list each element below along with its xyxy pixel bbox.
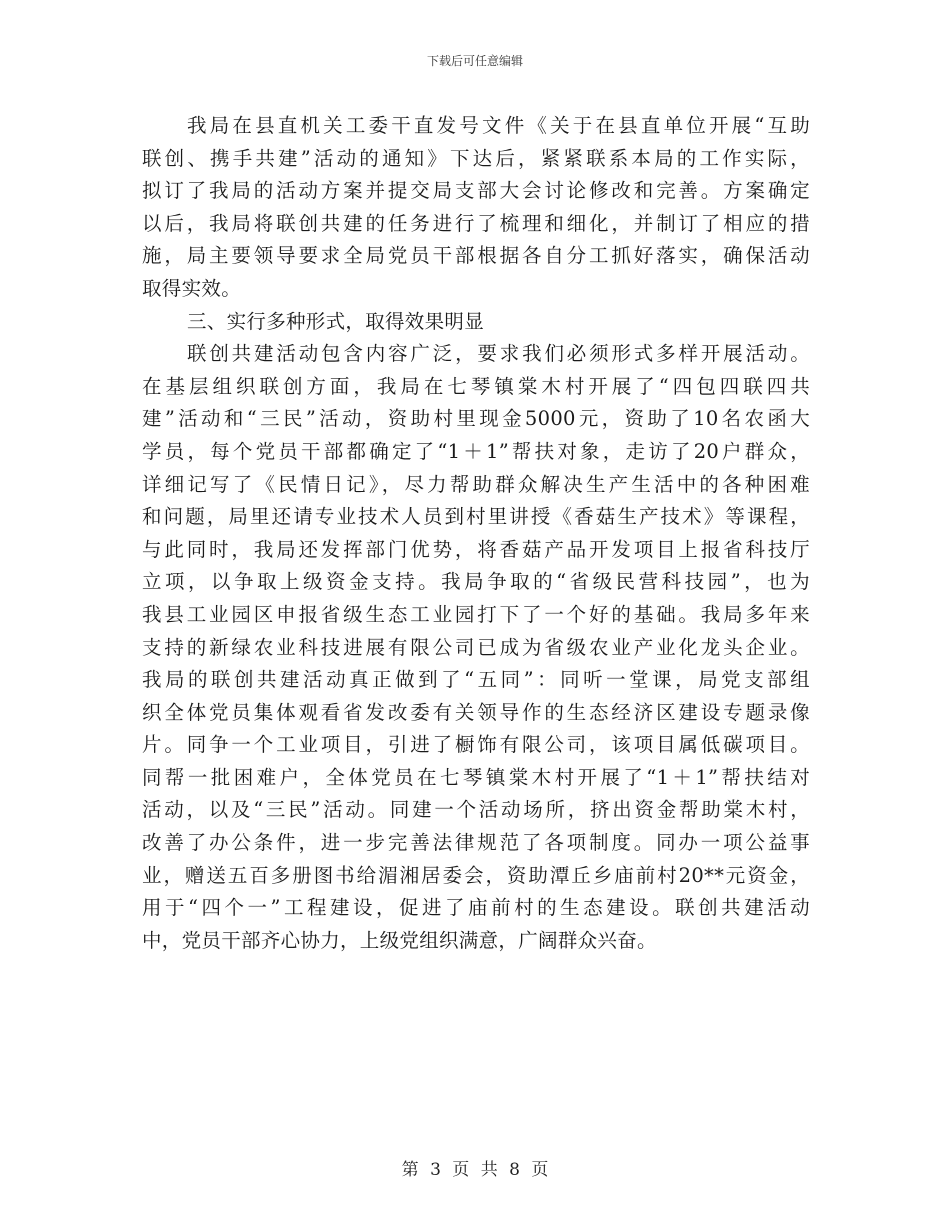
text-line: 片。同争一个工业项目，引进了橱饰有限公司，该项目属低碳项目。 <box>142 733 810 757</box>
text-line: 施，局主要领导要求全局党员干部根据各自分工抓好落实，确保活动 <box>142 244 810 268</box>
text-line: 业，赠送五百多册图书给湄湘居委会，资助潭丘乡庙前村20**元资金， <box>142 863 810 887</box>
text-line: 和问题，局里还请专业技术人员到村里讲授《香菇生产技术》等课程， <box>142 505 810 529</box>
text-line: 我县工业园区申报省级生态工业园打下了一个好的基础。我局多年来 <box>142 602 810 626</box>
text-line: 取得实效。 <box>142 276 242 300</box>
page-footer: 第 3 页 共 8 页 <box>401 1160 549 1180</box>
text-line: 详细记写了《民情日记》，尽力帮助群众解决生产生活中的各种困难 <box>142 472 810 496</box>
text-line: 同帮一批困难户，全体党员在七琴镇棠木村开展了“1＋1”帮扶结对 <box>142 765 810 789</box>
document-body <box>142 110 810 957</box>
text-line: 我局在县直机关工委干直发号文件《关于在县直单位开展“互助 <box>187 114 810 137</box>
text-line: 学员，每个党员干部都确定了“1＋1”帮扶对象，走访了20户群众， <box>142 439 810 463</box>
text-line: 改善了办公条件，进一步完善法律规范了各项制度。同办一项公益事 <box>142 831 810 855</box>
text-line: 用于“四个一”工程建设，促进了庙前村的生态建设。联创共建活动 <box>142 896 810 920</box>
text-line: 织全体党员集体观看省发改委有关领导作的生态经济区建设专题录像 <box>142 700 810 724</box>
text-line: 与此同时，我局还发挥部门优势，将香菇产品开发项目上报省科技厅 <box>142 537 810 561</box>
text-line: 我局的联创共建活动真正做到了“五同”：同听一堂课，局党支部组 <box>142 668 810 692</box>
text-line: 联创共建活动包含内容广泛，要求我们必须形式多样开展活动。 <box>187 342 810 366</box>
text-line: 建”活动和“三民”活动，资助村里现金5000元，资助了10名农函大 <box>142 407 810 431</box>
text-line: 活动，以及“三民”活动。同建一个活动场所，挤出资金帮助棠木村， <box>142 798 810 822</box>
text-line: 支持的新绿农业科技进展有限公司已成为省级农业产业化龙头企业。 <box>142 635 810 659</box>
text-line: 三、实行多种形式，取得效果明显 <box>187 309 485 333</box>
text-line: 立项，以争取上级资金支持。我局争取的“省级民营科技园”，也为 <box>142 570 810 594</box>
page-header: 下载后可任意编辑 <box>426 54 523 68</box>
text-line: 中，党员干部齐心协力，上级党组织满意，广阔群众兴奋。 <box>142 928 657 952</box>
text-line: 联创、携手共建”活动的通知》下达后，紧紧联系本局的工作实际， <box>142 146 810 170</box>
text-line: 在基层组织联创方面，我局在七琴镇棠木村开展了“四包四联四共 <box>142 374 810 398</box>
text-line: 以后，我局将联创共建的任务进行了梳理和细化，并制订了相应的措 <box>142 211 810 235</box>
text-line: 拟订了我局的活动方案并提交局支部大会讨论修改和完善。方案确定 <box>142 179 810 203</box>
